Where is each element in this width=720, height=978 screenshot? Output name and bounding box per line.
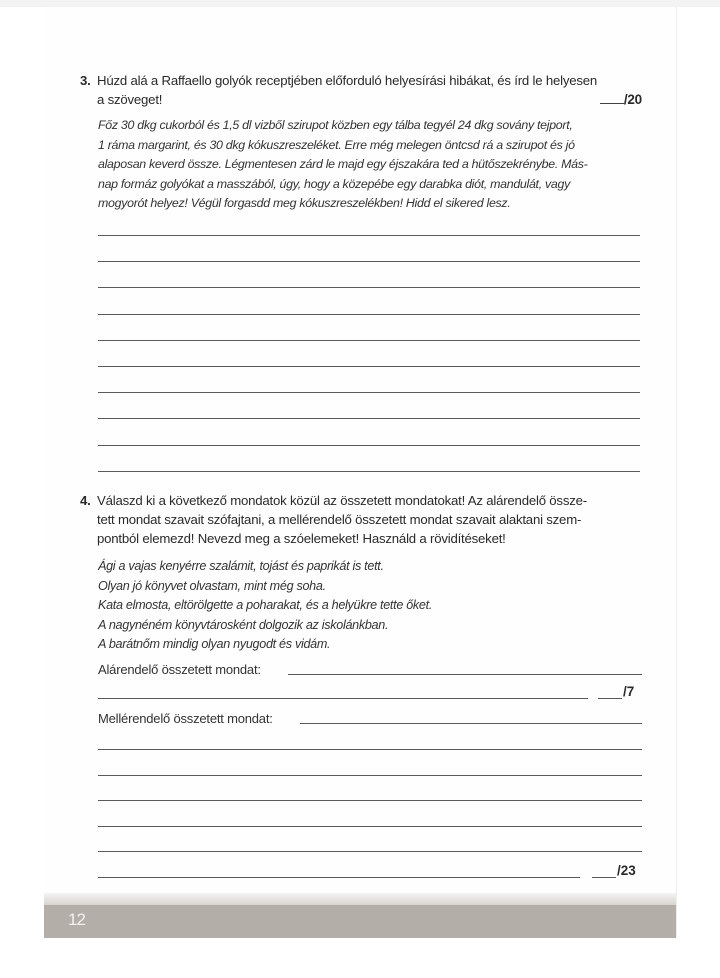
task-3-answer-line[interactable] bbox=[98, 471, 640, 472]
task-4-instruction-line: Válaszd ki a következő mondatok közül az összetett mondatokat! Az alárendelő össze- bbox=[97, 493, 587, 508]
recipe-line: Főz 30 dkg cukorból és 1,5 dl vizből szirupot közben egy tálba tegyél 24 dkg sovány tejport, bbox=[98, 118, 573, 132]
subordinate-answer-line[interactable] bbox=[98, 698, 588, 699]
task-4-number: 4. bbox=[80, 493, 91, 508]
footer-gradient bbox=[44, 893, 676, 905]
task-4-text-line-1 bbox=[80, 491, 642, 510]
subordinate-sentence-label: Alárendelő összetett mondat: bbox=[98, 662, 261, 677]
page-number: 12 bbox=[68, 910, 85, 929]
task-3-answer-line[interactable] bbox=[98, 445, 640, 446]
task-3-answer-line[interactable] bbox=[98, 235, 640, 236]
recipe-line: alaposan keverd össze. Légmentesen zárd le majd egy éjszakára ted a hütőszekrénybe. Más- bbox=[98, 157, 588, 171]
task-3-instruction bbox=[80, 71, 642, 109]
subordinate-answer-line[interactable] bbox=[288, 674, 642, 675]
sentence-item: A nagynéném könyvtárosként dolgozik az iskolánkban. bbox=[98, 617, 389, 632]
subordinate-score-blank[interactable] bbox=[598, 698, 622, 699]
recipe-line: mogyorót helyez! Végül forgasdd meg kókuszreszelékben! Hidd el sikered lesz. bbox=[98, 196, 511, 210]
coordinate-answer-line[interactable] bbox=[98, 851, 642, 852]
task-3-answer-line[interactable] bbox=[98, 340, 640, 341]
coordinate-answer-line[interactable] bbox=[98, 800, 642, 801]
sentence-item: Olyan jó könyvet olvastam, mint még soha. bbox=[98, 578, 326, 593]
coordinate-answer-line[interactable] bbox=[300, 723, 642, 724]
sentence-item: Kata elmosta, eltörölgette a poharakat, és a helyükre tette őket. bbox=[98, 598, 433, 612]
coordinate-score: /23 bbox=[617, 863, 636, 878]
coordinate-sentence-label: Mellérendelő összetett mondat: bbox=[98, 711, 273, 726]
task-3-answer-line[interactable] bbox=[98, 261, 640, 262]
coordinate-answer-line[interactable] bbox=[98, 877, 580, 878]
task-3-recipe-text bbox=[98, 116, 643, 214]
task-3-answer-line[interactable] bbox=[98, 418, 640, 419]
sentence-item: Ági a vajas kenyérre szalámit, tojást és paprikát is tett. bbox=[98, 559, 384, 573]
task-3-number: 3. bbox=[80, 73, 91, 88]
task-3-answer-line[interactable] bbox=[98, 287, 640, 288]
coordinate-answer-line[interactable] bbox=[98, 775, 642, 776]
task-4-instruction-line: tett mondat szavait szófajtani, a mellérendelő összetett mondat szavait alaktani szem- bbox=[97, 512, 582, 527]
sentence-item: A barátnőm mindig olyan nyugodt és vidám. bbox=[98, 637, 331, 651]
coordinate-score-blank[interactable] bbox=[592, 877, 616, 878]
task-3-score bbox=[600, 90, 642, 109]
coordinate-answer-line[interactable] bbox=[98, 749, 642, 750]
viewer-top-bar bbox=[0, 0, 720, 7]
task-4-instruction bbox=[80, 491, 642, 548]
task-3-instruction-line-2: a szöveget! bbox=[97, 92, 163, 107]
task-3-answer-line[interactable] bbox=[98, 366, 640, 367]
task-3-text bbox=[80, 71, 642, 90]
subordinate-score: /7 bbox=[623, 684, 635, 699]
recipe-line: nap formáz golyókat a masszából, úgy, hogy a közepébe egy darabka diót, mandulát, vagy bbox=[98, 176, 570, 191]
task-3-instruction-line-1: Húzd alá a Raffaello golyók receptjében előforduló helyesírási hibákat, és írd le helyesen bbox=[97, 73, 598, 88]
task-3-answer-line[interactable] bbox=[98, 392, 640, 393]
task-4-sentences bbox=[98, 557, 643, 655]
task-4-instruction-line: pontból elemezd! Nevezd meg a szóelemeket! Használd a rövidítéseket! bbox=[97, 531, 506, 546]
footer-band bbox=[44, 905, 676, 938]
score-blank[interactable] bbox=[600, 91, 624, 104]
recipe-line: 1 ráma margarint, és 30 dkg kókuszreszeléket. Erre még melegen öntcsd rá a szirupot és jó bbox=[98, 137, 575, 152]
coordinate-answer-line[interactable] bbox=[98, 826, 642, 827]
task-3-second-row bbox=[80, 90, 642, 109]
task-3-score-value: /20 bbox=[623, 92, 642, 107]
task-3-answer-line[interactable] bbox=[98, 314, 640, 315]
